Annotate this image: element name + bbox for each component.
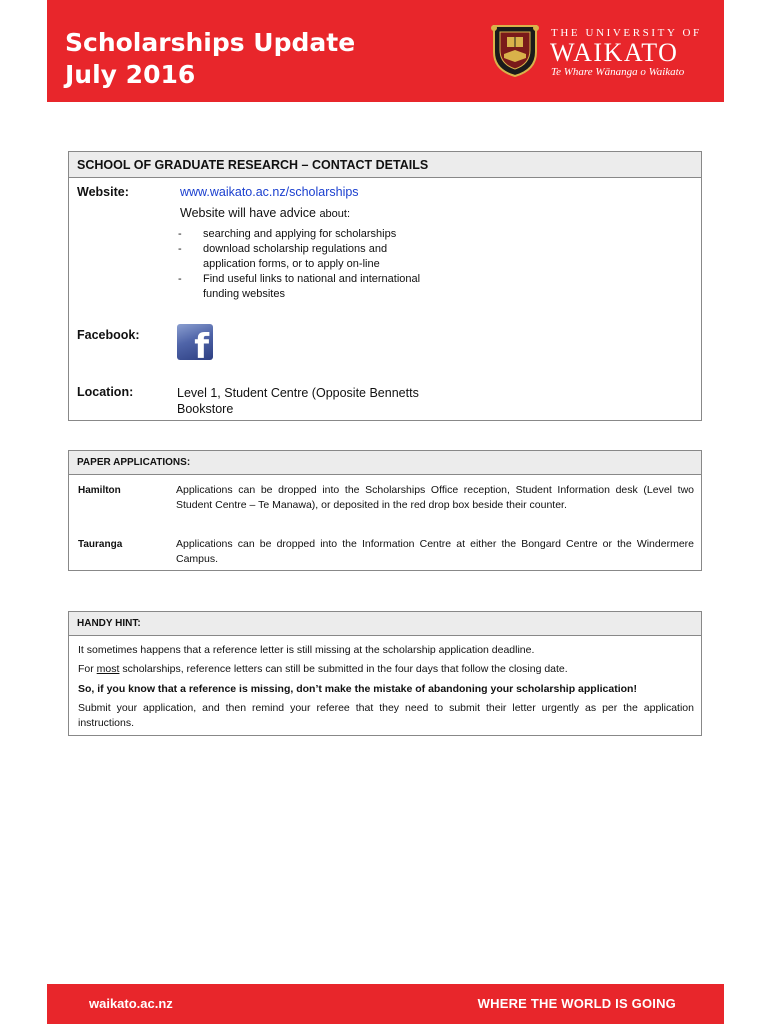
location-value bbox=[177, 385, 419, 417]
footer-banner bbox=[47, 984, 724, 1024]
advice-intro-b: about: bbox=[319, 208, 351, 220]
list-item: - download scholarship regulations and application forms, or to apply on-line bbox=[176, 242, 436, 272]
university-crest-icon bbox=[490, 22, 540, 78]
title-line-1: Scholarships Update bbox=[65, 28, 356, 57]
hint-p2-underlined: most bbox=[96, 663, 120, 675]
header-banner bbox=[47, 0, 724, 102]
title-line-2: July 2016 bbox=[65, 60, 196, 89]
hint-p2-a: For bbox=[78, 663, 94, 675]
contact-details-box bbox=[68, 151, 702, 421]
paper-heading: PAPER APPLICATIONS: bbox=[69, 451, 701, 475]
advice-intro-a: Website will have advice bbox=[180, 206, 316, 220]
hint-paragraph-1: It sometimes happens that a reference letter is still missing at the scholarship application deadline. bbox=[78, 644, 535, 656]
footer-slogan: WHERE THE WORLD IS GOING bbox=[477, 996, 676, 1011]
hint-paragraph-3: So, if you know that a reference is missing, don’t make the mistake of abandoning your scholarship application! bbox=[78, 683, 637, 695]
hint-paragraph-4: Submit your application, and then remind your referee that they need to submit their letter urgently as per the application instructions. bbox=[78, 702, 694, 729]
list-item: - searching and applying for scholarships bbox=[176, 227, 436, 242]
hint-p2-b: scholarships, reference letters can still be submitted in the four days that follow the closing date. bbox=[122, 663, 568, 675]
hamilton-text: Applications can be dropped into the Scholarships Office reception, Student Information desk (Level two Student Centre – Te Manawa), or deposited in the red drop box beside their counter. bbox=[176, 484, 694, 511]
facebook-icon[interactable]: f bbox=[177, 324, 213, 360]
website-link[interactable]: www.waikato.ac.nz/scholarships bbox=[180, 185, 359, 199]
location-line-2: Bookstore bbox=[177, 402, 234, 416]
handy-hint-box bbox=[68, 611, 702, 736]
facebook-label: Facebook: bbox=[77, 328, 140, 342]
paper-applications-box bbox=[68, 450, 702, 571]
hint-paragraph-2 bbox=[78, 662, 694, 677]
contact-heading: SCHOOL OF GRADUATE RESEARCH – CONTACT DETAILS bbox=[69, 152, 701, 178]
location-line-1: Level 1, Student Centre (Opposite Bennetts bbox=[177, 386, 419, 400]
advice-list bbox=[176, 227, 436, 302]
page-title bbox=[65, 27, 355, 91]
hamilton-label: Hamilton bbox=[78, 485, 121, 496]
logo-line-2: WAIKATO bbox=[550, 38, 679, 67]
tauranga-label: Tauranga bbox=[78, 539, 123, 550]
location-label: Location: bbox=[77, 385, 134, 399]
tauranga-text: Applications can be dropped into the Information Centre at either the Bongard Centre or the Windermere Campus. bbox=[176, 538, 694, 565]
logo-line-1: THE UNIVERSITY OF bbox=[551, 27, 702, 39]
advice-intro bbox=[180, 206, 350, 220]
list-item: - Find useful links to national and international funding websites bbox=[176, 272, 436, 302]
website-label: Website: bbox=[77, 185, 129, 199]
hint-heading: HANDY HINT: bbox=[69, 612, 701, 636]
logo-line-3: Te Whare Wānanga o Waikato bbox=[551, 66, 685, 78]
footer-website[interactable]: waikato.ac.nz bbox=[89, 996, 173, 1011]
